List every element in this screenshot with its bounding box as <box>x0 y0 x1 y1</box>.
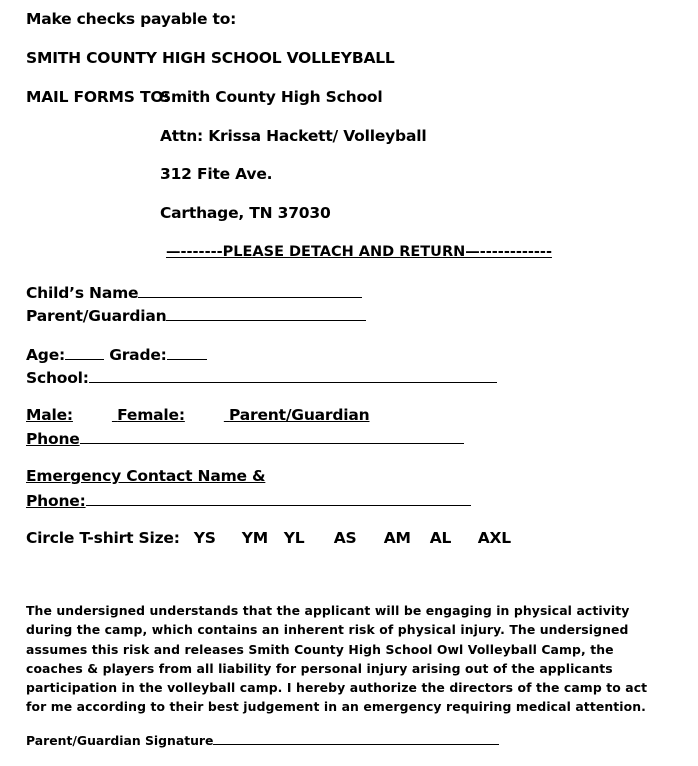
child-name-field[interactable] <box>138 282 362 298</box>
liability-waiver-text: The undersigned understands that the applicant will be engaging in physical activity during the camp, which contains an inherent risk of physical injury. The undersigned assumes this risk and releases Smith County High School Owl Volleyball Camp, the coaches & players from all liability for personal injury arising out of the applicants participation in the volleyball camp. I hereby authorize the directors of the camp to act for me according to their best judgement in an emergency requiring medical attention. <box>26 603 648 715</box>
school-field[interactable] <box>89 367 497 383</box>
parent-guardian-phone-label-2: Phone <box>26 430 80 448</box>
emergency-phone-row <box>26 490 471 510</box>
signature-row <box>26 731 499 750</box>
child-name-row <box>26 282 362 302</box>
parent-guardian-phone-label-1: Parent/Guardian <box>229 406 370 424</box>
emergency-contact-label-1: Emergency Contact Name & <box>26 467 266 485</box>
tshirt-size-axl[interactable]: AXL <box>477 529 511 547</box>
emergency-contact-field[interactable] <box>86 490 471 506</box>
child-name-label: Child’s Name <box>26 284 139 302</box>
mail-address-line-1: Smith County High School <box>160 88 383 106</box>
tshirt-size-as[interactable]: AS <box>333 529 357 547</box>
mail-address-line-4: Carthage, TN 37030 <box>160 204 331 222</box>
tshirt-size-al[interactable]: AL <box>429 529 452 547</box>
payee-name: SMITH COUNTY HIGH SCHOOL VOLLEYBALL <box>26 49 395 67</box>
tshirt-size-ys[interactable]: YS <box>193 529 216 547</box>
gender-row <box>26 405 369 424</box>
tshirt-size-ym[interactable]: YM <box>241 529 268 547</box>
mail-address-line-2: Attn: Krissa Hackett/ Volleyball <box>160 127 427 145</box>
checks-payable-heading: Make checks payable to: <box>26 10 237 28</box>
age-field[interactable] <box>65 344 104 360</box>
school-row <box>26 367 497 387</box>
signature-label: Parent/Guardian Signature <box>26 733 214 748</box>
emergency-contact-label-2: Phone: <box>26 492 86 510</box>
parent-guardian-label: Parent/Guardian <box>26 307 167 325</box>
tshirt-size-label: Circle T-shirt Size: <box>26 529 180 547</box>
male-label: Male: <box>26 406 73 424</box>
age-grade-row <box>26 344 207 364</box>
parent-guardian-field[interactable] <box>166 305 366 321</box>
tshirt-size-row <box>26 529 511 547</box>
parent-guardian-row <box>26 305 366 325</box>
school-label: School: <box>26 369 89 387</box>
female-label: Female: <box>117 406 185 424</box>
age-label: Age: <box>26 346 66 364</box>
male-field[interactable] <box>73 405 112 420</box>
parent-phone-row <box>26 428 464 448</box>
signature-field[interactable] <box>213 731 499 745</box>
mail-forms-label: MAIL FORMS TO: <box>26 88 170 106</box>
grade-field[interactable] <box>167 344 207 360</box>
grade-label: Grade: <box>109 346 167 364</box>
tshirt-size-yl[interactable]: YL <box>283 529 305 547</box>
tshirt-size-am[interactable]: AM <box>383 529 411 547</box>
mail-address-line-3: 312 Fite Ave. <box>160 165 273 183</box>
detach-and-return-divider: —-------PLEASE DETACH AND RETURN—------------ <box>166 244 552 260</box>
parent-guardian-phone-field[interactable] <box>80 428 464 444</box>
female-field[interactable] <box>185 405 224 420</box>
